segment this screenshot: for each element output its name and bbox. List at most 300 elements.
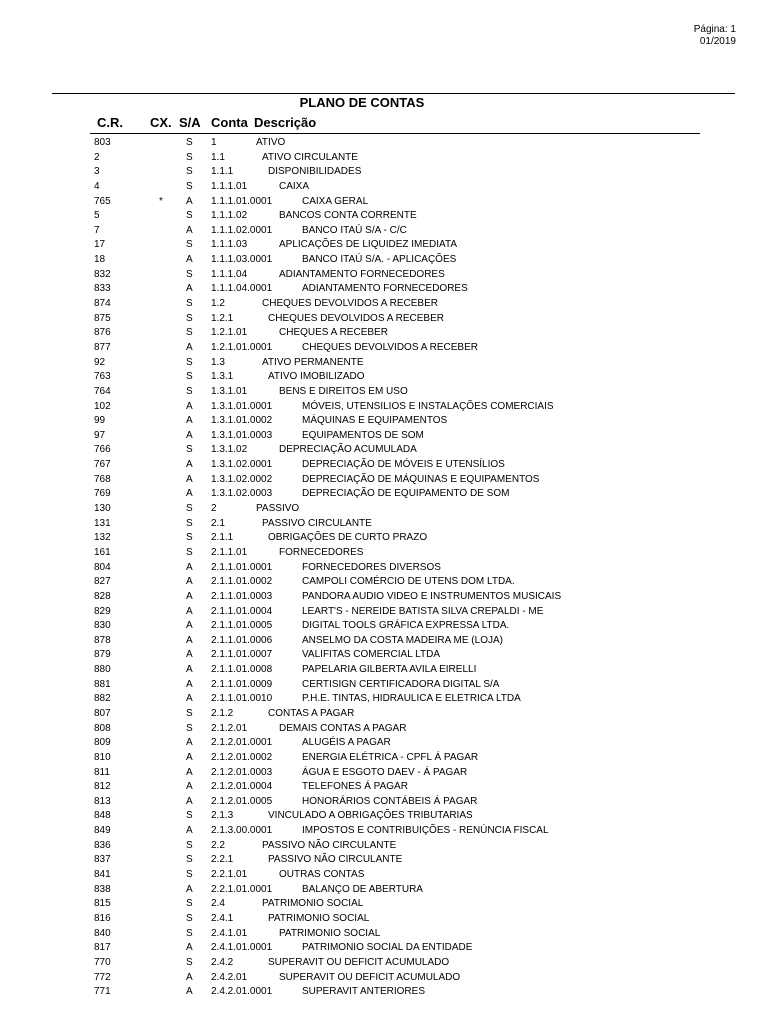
table-row bbox=[0, 429, 768, 444]
cell-sa: S bbox=[186, 166, 193, 178]
cell-sa: S bbox=[186, 137, 193, 148]
cell-conta: 2.2 bbox=[211, 839, 225, 851]
cell-cr: 830 bbox=[94, 620, 111, 632]
cell-conta: 1.3.1.01.0002 bbox=[211, 415, 273, 427]
cell-descricao: PASSIVO bbox=[256, 503, 300, 515]
cell-sa: A bbox=[186, 634, 193, 646]
column-header-sa: S/A bbox=[179, 115, 201, 130]
cell-cr: 769 bbox=[94, 488, 111, 500]
table-row bbox=[0, 590, 768, 605]
cell-descricao: P.H.E. TINTAS, HIDRAULICA E ELETRICA LTDA bbox=[302, 693, 521, 705]
cell-descricao: ADIANTAMENTO FORNECEDORES bbox=[302, 283, 468, 295]
table-row bbox=[0, 722, 768, 737]
table-row bbox=[0, 502, 768, 517]
cell-sa: A bbox=[186, 224, 193, 236]
cell-cr: 18 bbox=[94, 254, 106, 266]
cell-conta: 2.4.1 bbox=[211, 912, 234, 924]
cell-cr: 102 bbox=[94, 400, 111, 412]
cell-descricao: PAPELARIA GILBERTA AVILA EIRELLI bbox=[302, 664, 477, 676]
cell-cr: 5 bbox=[94, 210, 100, 222]
cell-conta: 1.3.1.01.0003 bbox=[211, 429, 273, 441]
cell-descricao: BANCOS CONTA CORRENTE bbox=[279, 210, 417, 222]
table-row bbox=[0, 531, 768, 546]
cell-sa: S bbox=[186, 210, 193, 222]
cell-conta: 1.1.1.02.0001 bbox=[211, 224, 273, 236]
cell-cr: 765 bbox=[94, 195, 111, 207]
cell-cr: 771 bbox=[94, 986, 111, 998]
table-row bbox=[0, 385, 768, 400]
page-number: Página: 1 bbox=[693, 24, 736, 35]
cell-sa: A bbox=[186, 678, 193, 690]
cell-sa: S bbox=[186, 444, 193, 456]
cell-cr: 828 bbox=[94, 590, 111, 602]
table-row bbox=[0, 883, 768, 898]
table-row bbox=[0, 941, 768, 956]
cell-descricao: ENERGIA ELÉTRICA - CPFL Á PAGAR bbox=[302, 751, 479, 763]
cell-conta: 2.1.1.01.0008 bbox=[211, 664, 273, 676]
cell-conta: 2.1.1.01.0005 bbox=[211, 620, 273, 632]
cell-conta: 2.1.1.01.0002 bbox=[211, 576, 273, 588]
table-row bbox=[0, 692, 768, 707]
cell-conta: 2.1.1.01.0010 bbox=[211, 693, 273, 705]
table-row bbox=[0, 400, 768, 415]
cell-descricao: BENS E DIREITOS EM USO bbox=[279, 385, 408, 397]
cell-sa: A bbox=[186, 986, 193, 998]
cell-sa: A bbox=[186, 590, 193, 602]
cell-cr: 131 bbox=[94, 517, 111, 529]
cell-cr: 807 bbox=[94, 707, 111, 719]
cell-cr: 161 bbox=[94, 546, 111, 558]
cell-sa: S bbox=[186, 517, 193, 529]
cell-descricao: EQUIPAMENTOS DE SOM bbox=[302, 429, 424, 441]
table-row bbox=[0, 326, 768, 341]
cell-conta: 1.3.1.02.0001 bbox=[211, 459, 273, 471]
cell-conta: 2.1.1.01.0009 bbox=[211, 678, 273, 690]
cell-descricao: PATRIMONIO SOCIAL bbox=[279, 927, 381, 939]
cell-descricao: ANSELMO DA COSTA MADEIRA ME (LOJA) bbox=[302, 634, 503, 646]
cell-conta: 2.4 bbox=[211, 898, 225, 910]
cell-sa: S bbox=[186, 356, 193, 368]
table-row bbox=[0, 780, 768, 795]
cell-sa: A bbox=[186, 576, 193, 588]
cell-sa: A bbox=[186, 488, 193, 500]
cell-sa: S bbox=[186, 722, 193, 734]
cell-conta: 1.3.1.01.0001 bbox=[211, 400, 273, 412]
table-row bbox=[0, 517, 768, 532]
cell-sa: S bbox=[186, 839, 193, 851]
cell-conta: 2.4.1.01 bbox=[211, 927, 248, 939]
table-row bbox=[0, 619, 768, 634]
cell-descricao: DEPRECIAÇÃO DE MÓVEIS E UTENSÍLIOS bbox=[302, 459, 505, 471]
cell-conta: 1.1.1.01.0001 bbox=[211, 195, 273, 207]
period-date: 01/2019 bbox=[699, 36, 736, 47]
cell-cr: 837 bbox=[94, 854, 111, 866]
cell-sa: S bbox=[186, 912, 193, 924]
cell-sa: A bbox=[186, 825, 193, 837]
cell-sa: S bbox=[186, 385, 193, 397]
cell-conta: 2.1.1.01.0001 bbox=[211, 561, 273, 573]
cell-conta: 1.3 bbox=[211, 356, 225, 368]
cell-cr: 840 bbox=[94, 927, 111, 939]
table-row bbox=[0, 809, 768, 824]
table-row bbox=[0, 985, 768, 1000]
cell-cr: 876 bbox=[94, 327, 111, 339]
cell-descricao: MÓVEIS, UTENSILIOS E INSTALAÇÕES COMERCIAIS bbox=[302, 400, 554, 412]
table-row bbox=[0, 824, 768, 839]
cell-sa: S bbox=[186, 327, 193, 339]
cell-cr: 772 bbox=[94, 971, 111, 983]
cell-cr: 874 bbox=[94, 298, 111, 310]
cell-conta: 1.3.1.02 bbox=[211, 444, 248, 456]
cell-cr: 815 bbox=[94, 898, 111, 910]
cell-cr: 130 bbox=[94, 503, 111, 515]
cell-cr: 813 bbox=[94, 795, 111, 807]
table-row bbox=[0, 839, 768, 854]
cell-cr: 766 bbox=[94, 444, 111, 456]
cell-descricao: CHEQUES A RECEBER bbox=[279, 327, 388, 339]
cell-sa: S bbox=[186, 503, 193, 515]
cell-cr: 817 bbox=[94, 942, 111, 954]
cell-sa: S bbox=[186, 312, 193, 324]
cell-descricao: DEMAIS CONTAS A PAGAR bbox=[279, 722, 407, 734]
cell-descricao: ATIVO IMOBILIZADO bbox=[268, 371, 365, 383]
cell-cr: 99 bbox=[94, 415, 106, 427]
cell-descricao: LEART'S - NEREIDE BATISTA SILVA CREPALDI - ME bbox=[302, 605, 544, 617]
cell-sa: A bbox=[186, 459, 193, 471]
cell-cr: 132 bbox=[94, 532, 111, 544]
table-row bbox=[0, 766, 768, 781]
cell-cr: 849 bbox=[94, 825, 111, 837]
cell-descricao: IMPOSTOS E CONTRIBUIÇÕES - RENÚNCIA FISCAL bbox=[302, 825, 549, 837]
cell-conta: 1.1.1.04.0001 bbox=[211, 283, 273, 295]
table-row bbox=[0, 605, 768, 620]
cell-conta: 2.4.2 bbox=[211, 956, 234, 968]
cell-descricao: CAIXA bbox=[279, 180, 310, 192]
table-row bbox=[0, 751, 768, 766]
cell-sa: S bbox=[186, 151, 193, 163]
cell-cr: 810 bbox=[94, 751, 111, 763]
cell-sa: S bbox=[186, 898, 193, 910]
cell-conta: 2.1.1.01.0007 bbox=[211, 649, 273, 661]
cell-descricao: DEPRECIAÇÃO DE EQUIPAMENTO DE SOM bbox=[302, 488, 510, 500]
cell-conta: 2.1.1.01.0003 bbox=[211, 590, 273, 602]
cell-descricao: CHEQUES DEVOLVIDOS A RECEBER bbox=[262, 298, 438, 310]
cell-conta: 2.2.1.01 bbox=[211, 869, 248, 881]
table-row bbox=[0, 707, 768, 722]
cell-conta: 2.1.1.01 bbox=[211, 546, 248, 558]
cell-conta: 2.1.2.01 bbox=[211, 722, 248, 734]
cell-conta: 2.1.2.01.0004 bbox=[211, 781, 273, 793]
cell-descricao: PATRIMONIO SOCIAL DA ENTIDADE bbox=[302, 942, 473, 954]
column-header-conta: Conta bbox=[211, 115, 248, 130]
cell-sa: A bbox=[186, 971, 193, 983]
cell-descricao: SUPERAVIT OU DEFICIT ACUMULADO bbox=[268, 956, 450, 968]
table-row bbox=[0, 282, 768, 297]
cell-cr: 763 bbox=[94, 371, 111, 383]
table-row bbox=[0, 912, 768, 927]
table-row bbox=[0, 165, 768, 180]
cell-conta: 2.1.1.01.0004 bbox=[211, 605, 273, 617]
cell-conta: 1.3.1.02.0003 bbox=[211, 488, 273, 500]
table-row bbox=[0, 414, 768, 429]
cell-descricao: PANDORA AUDIO VIDEO E INSTRUMENTOS MUSICAIS bbox=[302, 590, 562, 602]
cell-descricao: ADIANTAMENTO FORNECEDORES bbox=[279, 268, 445, 280]
cell-descricao: FORNECEDORES DIVERSOS bbox=[302, 561, 441, 573]
table-row bbox=[0, 443, 768, 458]
cell-descricao: ATIVO bbox=[256, 137, 286, 148]
cell-conta: 2.1.2 bbox=[211, 707, 234, 719]
cell-sa: S bbox=[186, 927, 193, 939]
cell-descricao: DIGITAL TOOLS GRÁFICA EXPRESSA LTDA. bbox=[302, 620, 510, 632]
cell-cr: 7 bbox=[94, 224, 100, 236]
cell-conta: 2.4.1.01.0001 bbox=[211, 942, 273, 954]
header-divider bbox=[90, 133, 700, 134]
cell-sa: A bbox=[186, 620, 193, 632]
cell-sa: A bbox=[186, 942, 193, 954]
column-header-cr: C.R. bbox=[97, 115, 123, 130]
cell-cr: 841 bbox=[94, 869, 111, 881]
cell-descricao: MÁQUINAS E EQUIPAMENTOS bbox=[302, 415, 448, 427]
cell-cr: 812 bbox=[94, 781, 111, 793]
table-row bbox=[0, 546, 768, 561]
cell-sa: A bbox=[186, 751, 193, 763]
cell-sa: A bbox=[186, 766, 193, 778]
cell-descricao: CAIXA GERAL bbox=[302, 195, 369, 207]
cell-cr: 881 bbox=[94, 678, 111, 690]
cell-descricao: PATRIMONIO SOCIAL bbox=[262, 898, 364, 910]
cell-conta: 2.2.1.01.0001 bbox=[211, 883, 273, 895]
cell-conta: 2.1.2.01.0001 bbox=[211, 737, 273, 749]
cell-sa: A bbox=[186, 400, 193, 412]
cell-conta: 2 bbox=[211, 503, 217, 515]
cell-conta: 1.2 bbox=[211, 298, 225, 310]
cell-descricao: VINCULADO A OBRIGAÇÕES TRIBUTARIAS bbox=[268, 810, 473, 822]
cell-cr: 829 bbox=[94, 605, 111, 617]
table-row bbox=[0, 458, 768, 473]
cell-cr: 816 bbox=[94, 912, 111, 924]
cell-descricao: CHEQUES DEVOLVIDOS A RECEBER bbox=[268, 312, 444, 324]
cell-sa: S bbox=[186, 298, 193, 310]
cell-sa: A bbox=[186, 664, 193, 676]
page-info bbox=[694, 24, 736, 48]
cell-descricao: BANCO ITAÚ S/A. - APLICAÇÕES bbox=[302, 254, 457, 266]
cell-sa: S bbox=[186, 869, 193, 881]
cell-descricao: PASSIVO CIRCULANTE bbox=[262, 517, 372, 529]
table-row bbox=[0, 575, 768, 590]
cell-sa: A bbox=[186, 605, 193, 617]
cell-sa: A bbox=[186, 429, 193, 441]
cell-conta: 2.1.3.00.0001 bbox=[211, 825, 273, 837]
cell-conta: 2.1.1 bbox=[211, 532, 234, 544]
table-row bbox=[0, 356, 768, 371]
cell-sa: S bbox=[186, 546, 193, 558]
column-header-cx: CX. bbox=[150, 115, 172, 130]
cell-sa: A bbox=[186, 737, 193, 749]
cell-cr: 879 bbox=[94, 649, 111, 661]
cell-cr: 2 bbox=[94, 151, 100, 163]
cell-cr: 875 bbox=[94, 312, 111, 324]
cell-sa: A bbox=[186, 795, 193, 807]
cell-cr: 809 bbox=[94, 737, 111, 749]
cell-conta: 1.2.1.01.0001 bbox=[211, 341, 273, 353]
cell-conta: 2.1.1.01.0006 bbox=[211, 634, 273, 646]
cell-descricao: DEPRECIAÇÃO ACUMULADA bbox=[279, 444, 417, 456]
cell-sa: S bbox=[186, 810, 193, 822]
cell-cr: 3 bbox=[94, 166, 100, 178]
cell-sa: S bbox=[186, 239, 193, 251]
cell-cr: 878 bbox=[94, 634, 111, 646]
cell-descricao: HONORÁRIOS CONTÁBEIS Á PAGAR bbox=[302, 795, 478, 807]
cell-descricao: PASSIVO NÃO CIRCULANTE bbox=[268, 854, 403, 866]
cell-descricao: CAMPOLI COMÉRCIO DE UTENS DOM LTDA. bbox=[302, 576, 515, 588]
cell-descricao: OUTRAS CONTAS bbox=[279, 869, 365, 881]
cell-sa: A bbox=[186, 883, 193, 895]
cell-conta: 1.1.1.01 bbox=[211, 180, 248, 192]
accounts-table-body bbox=[0, 136, 768, 1000]
cell-conta: 1.2.1 bbox=[211, 312, 234, 324]
cell-cr: 833 bbox=[94, 283, 111, 295]
table-row bbox=[0, 561, 768, 576]
cell-descricao: SUPERAVIT OU DEFICIT ACUMULADO bbox=[279, 971, 461, 983]
table-row bbox=[0, 195, 768, 210]
cell-cr: 808 bbox=[94, 722, 111, 734]
cell-cr: 764 bbox=[94, 385, 111, 397]
cell-sa: A bbox=[186, 415, 193, 427]
table-row bbox=[0, 853, 768, 868]
cell-cr: 827 bbox=[94, 576, 111, 588]
cell-sa: A bbox=[186, 341, 193, 353]
cell-cr: 92 bbox=[94, 356, 106, 368]
cell-conta: 2.4.2.01.0001 bbox=[211, 986, 273, 998]
cell-cr: 836 bbox=[94, 839, 111, 851]
cell-conta: 2.1.2.01.0003 bbox=[211, 766, 273, 778]
cell-sa: A bbox=[186, 649, 193, 661]
cell-conta: 1 bbox=[211, 137, 217, 148]
cell-cr: 770 bbox=[94, 956, 111, 968]
table-row bbox=[0, 136, 768, 151]
cell-sa: A bbox=[186, 254, 193, 266]
table-row bbox=[0, 927, 768, 942]
cell-descricao: APLICAÇÕES DE LIQUIDEZ IMEDIATA bbox=[279, 239, 457, 251]
cell-conta: 1.3.1 bbox=[211, 371, 234, 383]
cell-cr: 767 bbox=[94, 459, 111, 471]
cell-descricao: ÁGUA E ESGOTO DAEV - Á PAGAR bbox=[302, 766, 468, 778]
cell-descricao: ATIVO PERMANENTE bbox=[262, 356, 364, 368]
cell-descricao: DEPRECIAÇÃO DE MÁQUINAS E EQUIPAMENTOS bbox=[302, 473, 540, 485]
cell-descricao: PASSIVO NÃO CIRCULANTE bbox=[262, 839, 397, 851]
cell-cr: 768 bbox=[94, 473, 111, 485]
cell-cr: 848 bbox=[94, 810, 111, 822]
cell-descricao: CERTISIGN CERTIFICADORA DIGITAL S/A bbox=[302, 678, 500, 690]
cell-cr: 803 bbox=[94, 137, 111, 148]
cell-descricao: ATIVO CIRCULANTE bbox=[262, 151, 358, 163]
cell-descricao: CONTAS A PAGAR bbox=[268, 707, 355, 719]
table-row bbox=[0, 634, 768, 649]
table-row bbox=[0, 956, 768, 971]
cell-cr: 811 bbox=[94, 766, 110, 778]
top-divider bbox=[52, 93, 735, 94]
cell-conta: 2.1 bbox=[211, 517, 225, 529]
cell-sa: S bbox=[186, 707, 193, 719]
cell-descricao: ALUGÉIS A PAGAR bbox=[302, 737, 391, 749]
cell-descricao: TELEFONES Á PAGAR bbox=[302, 781, 408, 793]
table-row bbox=[0, 297, 768, 312]
table-row bbox=[0, 180, 768, 195]
cell-descricao: CHEQUES DEVOLVIDOS A RECEBER bbox=[302, 341, 478, 353]
cell-descricao: BANCO ITAÚ S/A - C/C bbox=[302, 224, 407, 236]
table-row bbox=[0, 663, 768, 678]
cell-cr: 97 bbox=[94, 429, 106, 441]
cell-descricao: PATRIMONIO SOCIAL bbox=[268, 912, 370, 924]
cell-cr: 832 bbox=[94, 268, 111, 280]
cell-conta: 1.2.1.01 bbox=[211, 327, 248, 339]
cell-descricao: VALIFITAS COMERCIAL LTDA bbox=[302, 649, 440, 661]
cell-sa: S bbox=[186, 180, 193, 192]
cell-cr: 882 bbox=[94, 693, 111, 705]
table-row bbox=[0, 473, 768, 488]
table-row bbox=[0, 487, 768, 502]
cell-cx: * bbox=[159, 195, 163, 207]
table-row bbox=[0, 736, 768, 751]
cell-conta: 1.1.1 bbox=[211, 166, 234, 178]
table-row bbox=[0, 971, 768, 986]
document-title: PLANO DE CONTAS bbox=[299, 95, 425, 110]
table-row bbox=[0, 678, 768, 693]
cell-sa: S bbox=[186, 956, 193, 968]
cell-conta: 2.2.1 bbox=[211, 854, 234, 866]
cell-cr: 838 bbox=[94, 883, 111, 895]
cell-sa: A bbox=[186, 561, 193, 573]
cell-conta: 2.1.2.01.0005 bbox=[211, 795, 273, 807]
cell-sa: A bbox=[186, 473, 193, 485]
table-row bbox=[0, 238, 768, 253]
table-header bbox=[0, 115, 768, 131]
cell-conta: 1.1 bbox=[211, 151, 225, 163]
table-row bbox=[0, 648, 768, 663]
cell-sa: A bbox=[186, 781, 193, 793]
table-row bbox=[0, 868, 768, 883]
cell-conta: 1.1.1.04 bbox=[211, 268, 248, 280]
table-row bbox=[0, 209, 768, 224]
cell-descricao: DISPONIBILIDADES bbox=[268, 166, 362, 178]
cell-sa: S bbox=[186, 854, 193, 866]
cell-conta: 1.3.1.01 bbox=[211, 385, 248, 397]
cell-cr: 804 bbox=[94, 561, 111, 573]
cell-sa: S bbox=[186, 371, 193, 383]
cell-descricao: BALANÇO DE ABERTURA bbox=[302, 883, 423, 895]
cell-conta: 2.1.2.01.0002 bbox=[211, 751, 273, 763]
cell-cr: 877 bbox=[94, 341, 111, 353]
table-row bbox=[0, 795, 768, 810]
cell-sa: A bbox=[186, 693, 193, 705]
cell-descricao: SUPERAVIT ANTERIORES bbox=[302, 986, 425, 998]
table-row bbox=[0, 341, 768, 356]
cell-sa: A bbox=[186, 195, 193, 207]
table-row bbox=[0, 224, 768, 239]
table-row bbox=[0, 370, 768, 385]
table-row bbox=[0, 253, 768, 268]
cell-conta: 1.1.1.03.0001 bbox=[211, 254, 273, 266]
cell-cr: 880 bbox=[94, 664, 111, 676]
cell-conta: 1.1.1.03 bbox=[211, 239, 248, 251]
cell-descricao: FORNECEDORES bbox=[279, 546, 364, 558]
cell-sa: A bbox=[186, 283, 193, 295]
table-row bbox=[0, 312, 768, 327]
table-row bbox=[0, 897, 768, 912]
column-header-descricao: Descrição bbox=[254, 115, 317, 130]
cell-sa: S bbox=[186, 268, 193, 280]
cell-conta: 1.3.1.02.0002 bbox=[211, 473, 273, 485]
